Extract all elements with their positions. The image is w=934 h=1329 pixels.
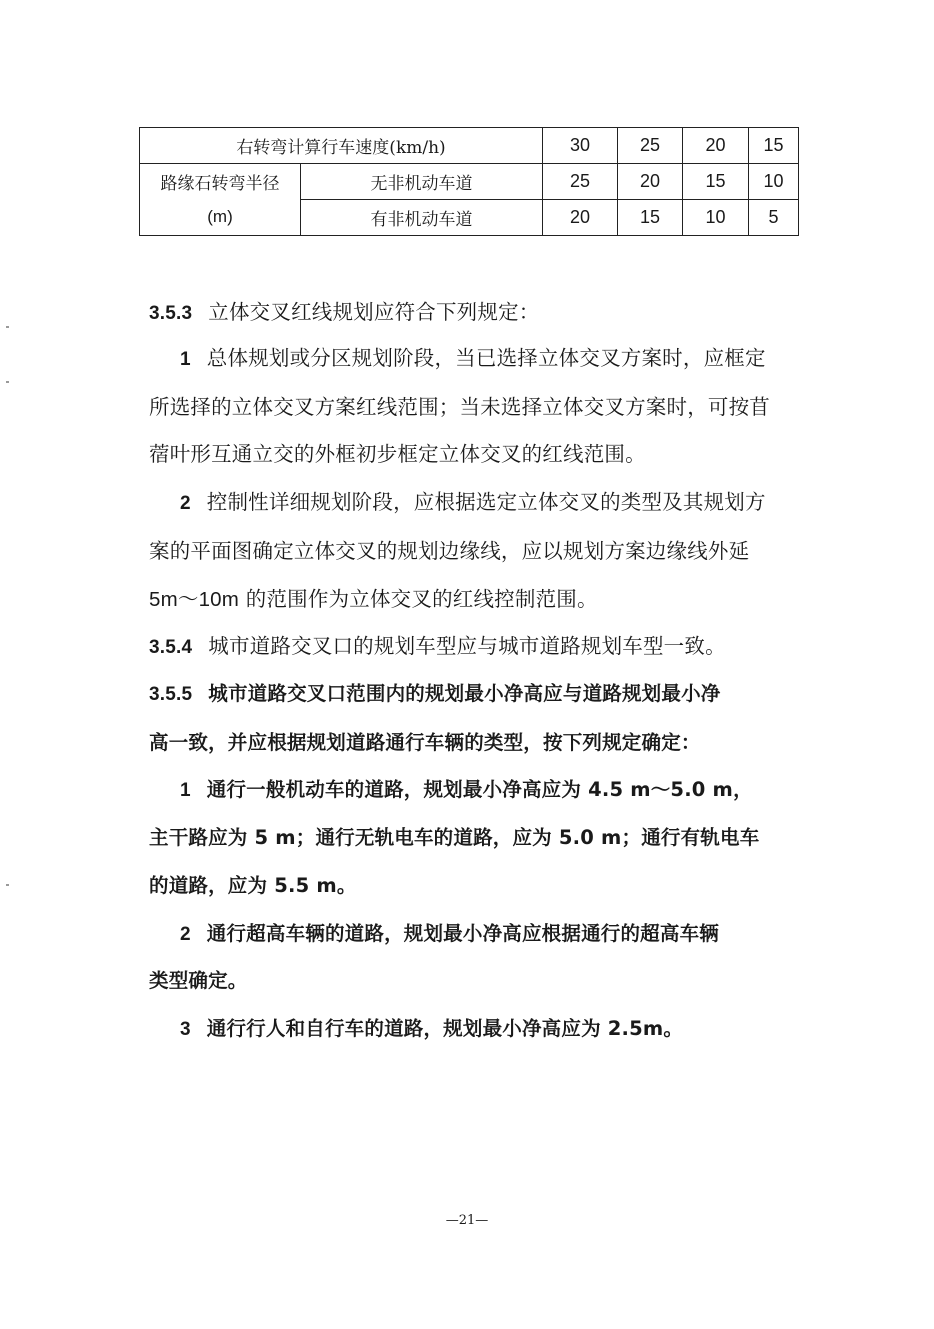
item-number: 2 xyxy=(180,493,191,514)
item-number: 2 xyxy=(180,924,191,945)
item-number: 3 xyxy=(180,1019,191,1040)
speed-label-cell: 右转弯计算行车速度(km/h) xyxy=(140,128,543,164)
clause-number: 3.5.4 xyxy=(149,637,193,658)
item-number: 1 xyxy=(180,349,191,370)
clause-3-5-5-item-1-line-1 xyxy=(180,776,753,805)
item-text: 通行超高车辆的道路，规划最小净高应根据通行的超高车辆 xyxy=(206,922,719,945)
item-number: 1 xyxy=(180,780,191,801)
radius-value-cell: 15 xyxy=(683,164,749,200)
clause-3-5-3-item-1-line-3: 蓿叶形互通立交的外框初步框定立体交叉的红线范围。 xyxy=(149,442,646,466)
clause-text: 立体交叉红线规划应符合下列规定： xyxy=(208,300,540,324)
page-number: —21— xyxy=(445,1213,489,1228)
item-text: 控制性详细规划阶段，应根据选定立体交叉的类型及其规划方 xyxy=(206,490,766,514)
no-nonmotor-label-cell: 无非机动车道 xyxy=(301,164,543,200)
clause-3-5-5-item-2-line-2: 类型确定。 xyxy=(149,969,248,992)
scan-speck xyxy=(6,326,9,328)
radius-value-cell: 5 xyxy=(749,200,799,236)
clause-3-5-5-item-3-line-1 xyxy=(180,1015,683,1044)
clause-text: 城市道路交叉口的规划车型应与城市道路规划车型一致。 xyxy=(208,634,726,658)
clause-text: 城市道路交叉口范围内的规划最小净高应与道路规划最小净 xyxy=(208,682,721,705)
radius-label-cell: 路缘石转弯半径 xyxy=(140,164,301,200)
speed-value-cell: 25 xyxy=(618,128,683,164)
scan-speck xyxy=(6,884,9,886)
item-text: 通行一般机动车的道路，规划最小净高应为 4.5 m～5.0 m， xyxy=(206,778,753,801)
item-text: 总体规划或分区规划阶段，当已选择立体交叉方案时，应框定 xyxy=(206,346,766,370)
clause-3-5-5-item-1-line-2: 主干路应为 5 m；通行无轨电车的道路，应为 5.0 m；通行有轨电车 xyxy=(149,826,760,849)
clause-3-5-3-item-2-line-1 xyxy=(180,488,766,518)
clause-3-5-3-heading xyxy=(149,298,539,328)
clause-3-5-3-item-1-line-2: 所选择的立体交叉方案红线范围；当未选择立体交叉方案时，可按苜 xyxy=(149,395,770,419)
radius-value-cell: 20 xyxy=(543,200,618,236)
table-row-with-nonmotor xyxy=(140,200,799,236)
radius-unit-cell: (m) xyxy=(140,200,301,236)
radius-value-cell: 20 xyxy=(618,164,683,200)
with-nonmotor-label-cell: 有非机动车道 xyxy=(301,200,543,236)
radius-value-cell: 10 xyxy=(683,200,749,236)
item-text: 通行行人和自行车的道路，规划最小净高应为 2.5m。 xyxy=(206,1017,684,1040)
speed-value-cell: 20 xyxy=(683,128,749,164)
speed-value-cell: 30 xyxy=(543,128,618,164)
scan-speck xyxy=(6,381,9,383)
clause-3-5-3-item-2-line-3 xyxy=(149,585,598,614)
table-row-no-nonmotor xyxy=(140,164,799,200)
clause-3-5-4 xyxy=(149,632,726,662)
clause-3-5-5-line-1 xyxy=(149,680,720,709)
clause-number: 3.5.3 xyxy=(149,303,193,324)
clause-number: 3.5.5 xyxy=(149,684,193,705)
range-value: 5m～10m xyxy=(149,588,240,611)
table-row-speed xyxy=(140,128,799,164)
radius-value-cell: 25 xyxy=(543,164,618,200)
clause-3-5-3-item-1-line-1 xyxy=(180,344,766,374)
clause-3-5-5-item-2-line-1 xyxy=(180,920,719,949)
speed-value-cell: 15 xyxy=(749,128,799,164)
radius-value-cell: 10 xyxy=(749,164,799,200)
curb-radius-table xyxy=(139,127,799,236)
item-text: 的范围作为立体交叉的红线控制范围。 xyxy=(239,587,598,611)
radius-value-cell: 15 xyxy=(618,200,683,236)
clause-3-5-3-item-2-line-2: 案的平面图确定立体交叉的规划边缘线，应以规划方案边缘线外延 xyxy=(149,539,750,563)
clause-3-5-5-item-1-line-3: 的道路，应为 5.5 m。 xyxy=(149,874,357,897)
clause-3-5-5-line-2: 高一致，并应根据规划道路通行车辆的类型，按下列规定确定： xyxy=(149,731,701,754)
